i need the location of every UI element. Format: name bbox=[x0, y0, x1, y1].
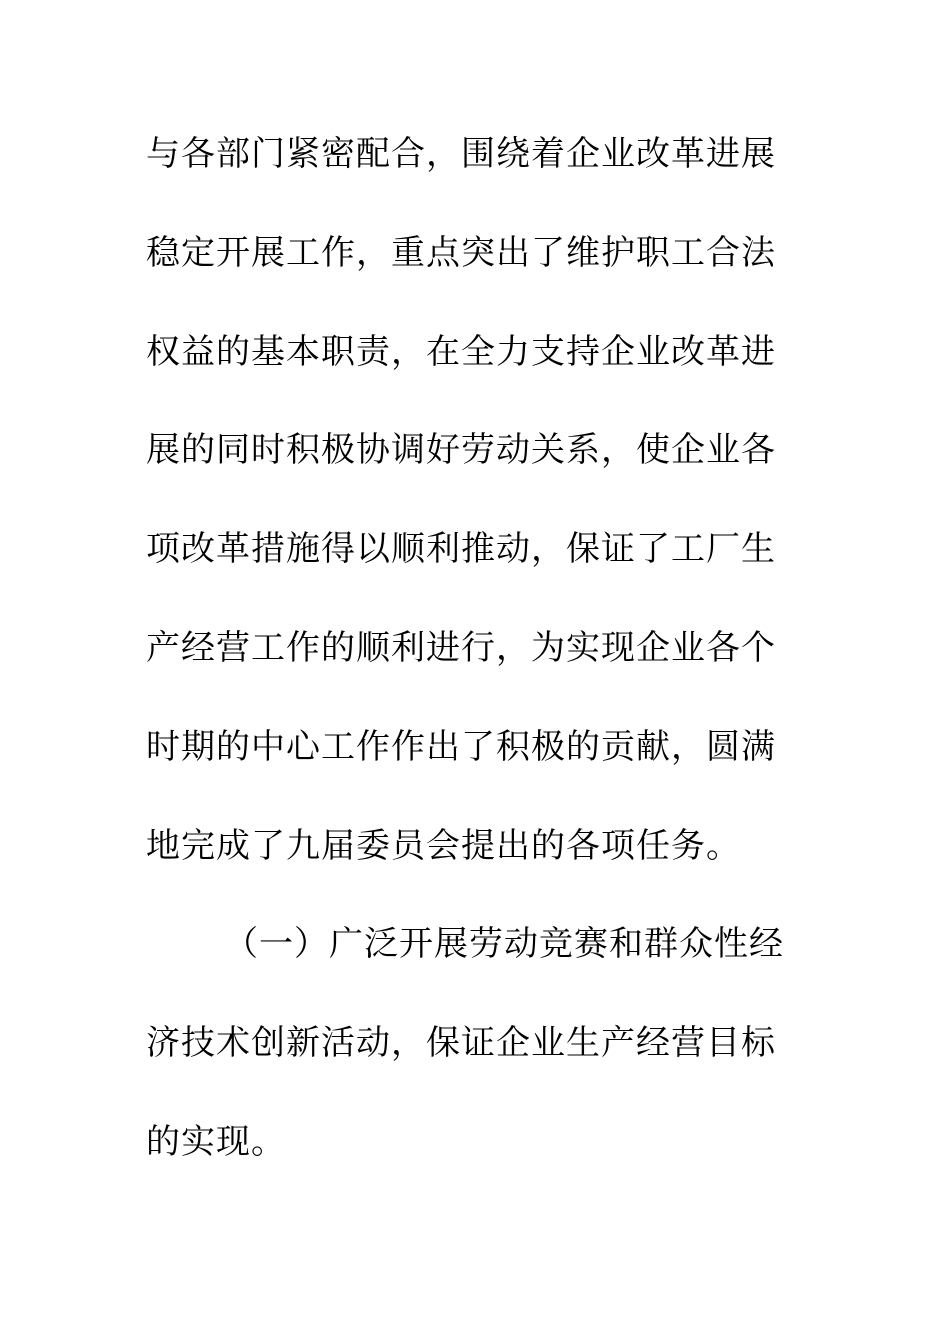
paragraph-line: 时期的中心工作作出了积极的贡献，圆满 bbox=[146, 726, 776, 767]
paragraph-line: 稳定开展工作，重点突出了维护职工合法 bbox=[146, 232, 776, 273]
paragraph-line: 地完成了九届委员会提出的各项任务。 bbox=[146, 825, 741, 866]
section-heading-line: 的实现。 bbox=[146, 1121, 286, 1162]
section-heading-line: 济技术创新活动，保证企业生产经营目标 bbox=[146, 1023, 776, 1064]
paragraph-line: 产经营工作的顺利进行，为实现企业各个 bbox=[146, 627, 776, 668]
section-heading-line: （一）广泛开展劳动竞赛和群众性经 bbox=[224, 924, 784, 965]
paragraph-line: 展的同时积极协调好劳动关系，使企业各 bbox=[146, 430, 776, 471]
body-text bbox=[146, 124, 786, 1211]
paragraph-line: 与各部门紧密配合，围绕着企业改革进展 bbox=[146, 134, 776, 174]
paragraph-line: 项改革措施得以顺利推动，保证了工厂生 bbox=[146, 529, 776, 570]
paragraph-line: 权益的基本职责，在全力支持企业改革进 bbox=[146, 331, 776, 372]
